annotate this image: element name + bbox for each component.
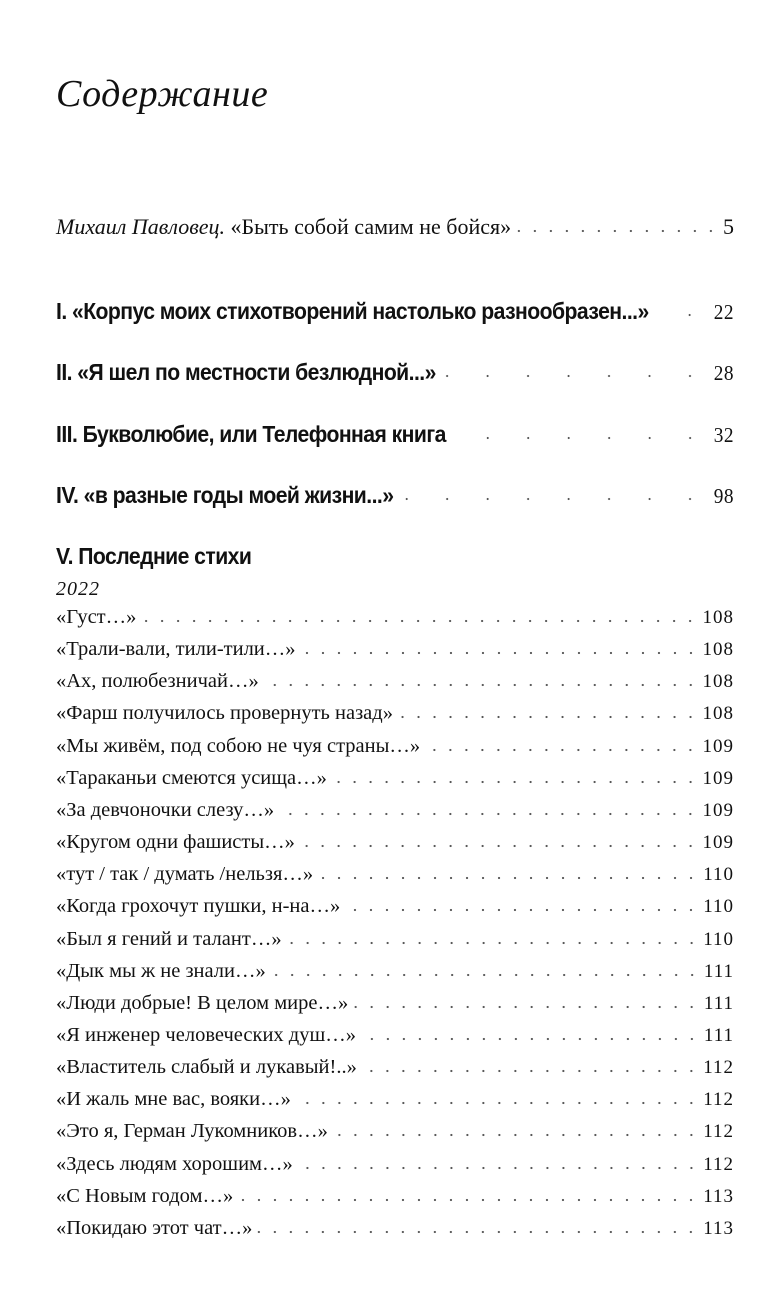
toc-part-4[interactable] [56, 482, 734, 512]
toc-item-label: «Был я гений и талант…» [56, 927, 282, 950]
toc-item-label: «Это я, Герман Лукомников…» [56, 1120, 328, 1143]
toc-page-number: 111 [703, 1024, 734, 1046]
toc-item[interactable] [56, 928, 734, 956]
dot-leader [652, 311, 710, 319]
section-heading[interactable]: V. Последние стихи [56, 543, 252, 569]
dot-leader [331, 778, 699, 786]
toc-page-number: 110 [703, 896, 734, 918]
toc-item-label: «Мы живём, под собою не чуя страны…» [56, 734, 421, 757]
toc-item-label: «Трали-вали, тили-тили…» [56, 638, 296, 661]
dot-leader [440, 372, 711, 380]
toc-page-number: 109 [702, 735, 734, 757]
toc-part-label: II. «Я шел по местности безлюдной...» [56, 359, 436, 385]
toc-page-number: 28 [713, 361, 735, 385]
toc-part-label: IV. «в разные годы моей жизни...» [56, 482, 394, 508]
toc-item[interactable] [56, 1153, 734, 1181]
dot-leader [317, 874, 699, 882]
toc-page-number: 108 [702, 671, 734, 693]
toc-item[interactable] [56, 1056, 734, 1084]
toc-item-label: «Я инженер человеческих душ…» [56, 1023, 357, 1046]
toc-page-number: 112 [703, 1153, 734, 1175]
dot-leader [332, 1131, 699, 1139]
toc-page-number: 111 [703, 992, 734, 1014]
toc-entry-title: «Быть собой самим не бойся» [225, 214, 512, 239]
toc-page-number: 112 [703, 1057, 734, 1079]
toc-item[interactable] [56, 638, 734, 666]
toc-item-label: «Густ…» [56, 606, 137, 628]
toc-page-number: 110 [703, 928, 734, 950]
toc-item-label: «Ах, полюбезничай…» [56, 670, 259, 693]
toc-item[interactable] [56, 895, 734, 923]
dot-leader [263, 681, 699, 689]
toc-page-number: 109 [702, 767, 734, 789]
toc-page-number: 111 [703, 960, 734, 982]
toc-item[interactable] [56, 1088, 734, 1116]
toc-item-label: «Властитель слабый и лукавый!..» [56, 1056, 357, 1079]
toc-item[interactable] [56, 702, 734, 730]
dot-leader [450, 434, 711, 442]
toc-page-number: 112 [703, 1089, 734, 1111]
toc-page-number: 108 [702, 639, 734, 661]
dot-leader [295, 1099, 699, 1107]
toc-page-number: 98 [713, 484, 735, 508]
dot-leader [344, 906, 699, 914]
toc-item-label: «Кругом одни фашисты…» [56, 831, 295, 854]
toc-part-label: I. «Корпус моих стихотворений настолько разнообразен...» [56, 298, 649, 324]
toc-item[interactable] [56, 767, 734, 795]
toc-item[interactable] [56, 1217, 734, 1245]
toc-item-label: «Когда грохочут пушки, н-на…» [56, 895, 341, 918]
toc-item[interactable] [56, 606, 734, 634]
toc-part-label: III. Букволюбие, или Телефонная книга [56, 421, 446, 447]
toc-entry-label [56, 214, 511, 240]
dot-leader [352, 1003, 700, 1011]
toc-entry-author: Михаил Павловец. [56, 214, 226, 239]
toc-item-label: «За девчоночки слезу…» [56, 798, 275, 821]
toc-item[interactable] [56, 1024, 734, 1052]
toc-part-3[interactable] [56, 421, 734, 451]
dot-leader [278, 810, 698, 818]
dot-leader [360, 1035, 700, 1043]
dot-leader [397, 713, 699, 721]
toc-item[interactable] [56, 863, 734, 891]
toc-item-label: «Люди добрые! В целом мире…» [56, 991, 349, 1014]
dot-leader [237, 1196, 699, 1204]
toc-item-label: «Фарш получилось провернуть назад» [56, 702, 393, 725]
toc-item[interactable] [56, 1185, 734, 1213]
toc-page-number: 22 [713, 300, 735, 324]
toc-item[interactable] [56, 799, 734, 827]
toc-item[interactable] [56, 1120, 734, 1148]
toc-page-number: 113 [703, 1185, 734, 1207]
toc-page-number: 32 [713, 423, 735, 447]
dot-leader [424, 746, 698, 754]
toc-entry-intro[interactable] [56, 214, 734, 244]
toc-item[interactable] [56, 670, 734, 698]
toc-page-number: 108 [702, 607, 734, 628]
toc-item[interactable] [56, 831, 734, 859]
dot-leader [140, 617, 698, 625]
toc-part-2[interactable] [56, 359, 734, 389]
page-title: Содержание [56, 73, 269, 115]
dot-leader [286, 939, 700, 947]
dot-leader [299, 842, 699, 850]
toc-item-label: «Тараканьи смеются усища…» [56, 766, 327, 789]
toc-page-number: 109 [702, 799, 734, 821]
toc-item[interactable] [56, 992, 734, 1020]
dot-leader [256, 1228, 699, 1236]
toc-item-label: «Покидаю этот чат…» [56, 1216, 253, 1239]
dot-leader [300, 649, 699, 657]
year-subheading: 2022 [56, 578, 100, 600]
toc-part-1[interactable] [56, 298, 734, 328]
toc-item[interactable] [56, 735, 734, 763]
dot-leader [397, 495, 710, 503]
toc-page-number: 109 [702, 832, 734, 854]
dot-leader [297, 1164, 699, 1172]
toc-page-number: 108 [702, 703, 734, 725]
dot-leader [270, 971, 700, 979]
toc-item-label: «тут / так / думать /нельзя…» [56, 863, 314, 886]
toc-page-number: 112 [703, 1121, 734, 1143]
dot-leader [361, 1067, 699, 1075]
dot-leader [515, 227, 719, 235]
toc-item-label: «Здесь людям хорошим…» [56, 1152, 293, 1175]
toc-page-number: 5 [723, 214, 734, 239]
toc-item-label: «Дык мы ж не знали…» [56, 959, 266, 982]
toc-page-number: 113 [703, 1217, 734, 1239]
toc-item-label: «И жаль мне вас, вояки…» [56, 1088, 291, 1111]
toc-item[interactable] [56, 960, 734, 988]
toc-page-number: 110 [703, 864, 734, 886]
toc-item-label: «С Новым годом…» [56, 1184, 234, 1207]
